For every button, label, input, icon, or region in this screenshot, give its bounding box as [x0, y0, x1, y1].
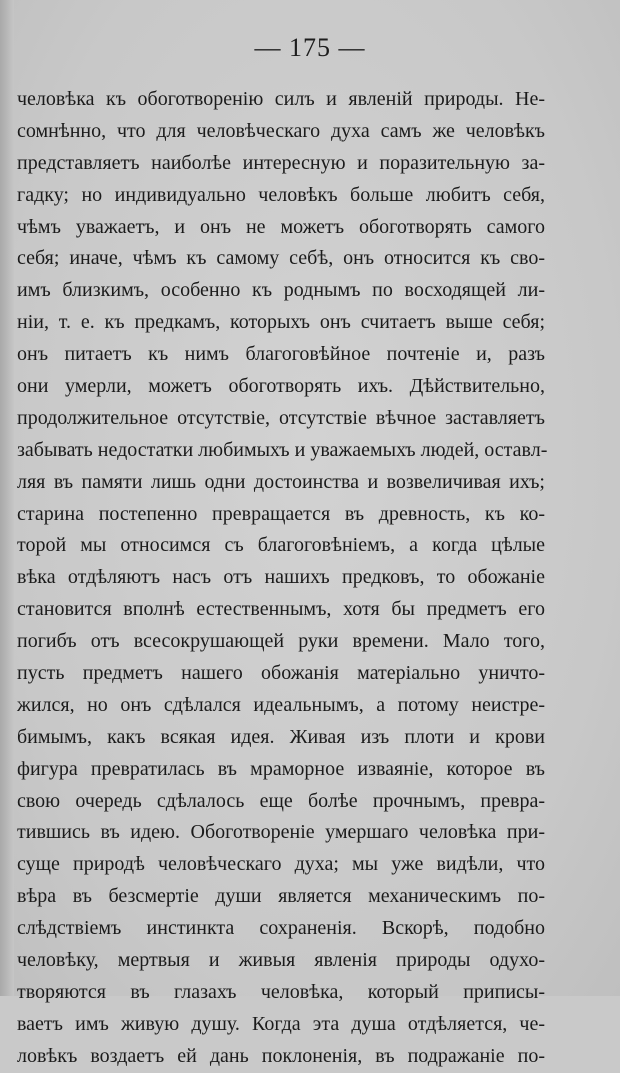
text-line: человѣка къ обоготворенію силъ и явленій природы. Не-: [17, 88, 545, 110]
text-line: вѣра въ безсмертіе души является механическимъ по-: [17, 885, 545, 908]
text-line: творяются въ глазахъ человѣка, который приписы-: [17, 980, 545, 1003]
text-line: представляетъ наиболѣе интересную и поразительную за-: [17, 151, 545, 174]
text-line: человѣку, мертвыя и живыя явленія природы одухо-: [17, 949, 545, 972]
text-line: торой мы относимся съ благоговѣніемъ, а когда цѣлые: [17, 534, 545, 557]
text-line: гадку; но индивидуально человѣкъ больше любитъ себя,: [17, 183, 545, 206]
text-line: пусть предметъ нашего обожанія матеріально уничто-: [17, 662, 545, 685]
text-line: вѣка отдѣляютъ насъ отъ нашихъ предковъ, то обожаніе: [17, 566, 545, 589]
text-line: сомнѣнно, что для человѣческаго духа самъ же человѣкъ: [17, 119, 545, 142]
text-line: ловѣкъ воздаетъ ей дань поклоненія, въ подражаніе по-: [17, 1044, 545, 1067]
text-line: старина постепенно превращается въ древность, къ ко-: [17, 502, 545, 525]
text-line: они умерли, можетъ обоготворять ихъ. Дѣйствительно,: [17, 375, 545, 398]
text-line: бимымъ, какъ всякая идея. Живая изъ плоти и крови: [17, 725, 545, 748]
text-line: ніи, т. е. къ предкамъ, которыхъ онъ считаетъ выше себя;: [17, 311, 545, 334]
text-line: фигура превратилась въ мраморное изваяніе, которое въ: [17, 757, 545, 780]
text-line: онъ питаетъ къ нимъ благоговѣйное почтеніе и, разъ: [17, 343, 545, 366]
text-line: становится вполнѣ естественнымъ, хотя бы предметъ его: [17, 598, 545, 621]
text-line: тившись въ идею. Обоготвореніе умершаго человѣка при-: [17, 821, 545, 844]
text-line: жился, но онъ сдѣлался идеальнымъ, а потому неистре-: [17, 693, 545, 716]
text-line: имъ близкимъ, особенно къ роднымъ по восходящей ли-: [17, 279, 545, 302]
page-number: — 175 —: [254, 33, 366, 62]
text-line: суще природѣ человѣческаго духа; мы уже видѣли, что: [17, 853, 545, 876]
text-line: себя; иначе, чѣмъ къ самому себѣ, онъ относится къ сво-: [17, 247, 545, 270]
text-line: слѣдствіемъ инстинкта сохраненія. Вскорѣ, подобно: [17, 917, 545, 940]
text-line: продолжительное отсутствіе, отсутствіе вѣчное заставляетъ: [17, 406, 545, 429]
text-line: погибъ отъ всесокрушающей руки времени. Мало того,: [17, 630, 545, 653]
text-line: ляя въ памяти лишь одни достоинства и возвеличивая ихъ;: [17, 470, 545, 493]
text-line: ваетъ имъ живую душу. Когда эта душа отдѣляется, че-: [17, 1012, 545, 1035]
body-text: [17, 84, 548, 1073]
text-line: свою очередь сдѣлалось еще болѣе прочнымъ, превра-: [17, 789, 545, 812]
text-line: забывать недостатки любимыхъ и уважаемыхъ людей, оставл-: [17, 438, 548, 461]
page-edge-shadow: [0, 0, 14, 996]
text-line: чѣмъ уважаетъ, и онъ не можетъ обоготворять самого: [17, 215, 545, 238]
